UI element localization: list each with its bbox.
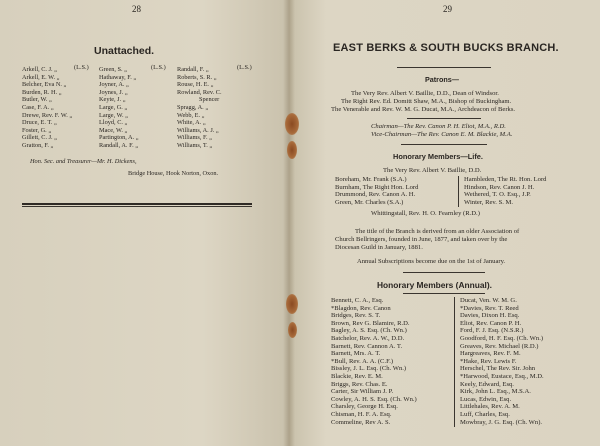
chairman-line: Chairman—The Rev. Canon P. H. Eliot, M.A., R.D. xyxy=(371,123,506,130)
list-item: Williams, F. „ xyxy=(177,134,212,142)
list-item: Rowland, Rev. C. xyxy=(177,88,222,96)
section-rule xyxy=(401,144,487,145)
list-item: Spencer xyxy=(199,96,220,104)
list-item: Keely, Edward, Esq. xyxy=(460,380,514,388)
annual-column-divider xyxy=(454,297,455,427)
list-item: Luff, Charles, Esq. xyxy=(460,410,510,418)
list-item: Green, S. „ xyxy=(99,66,127,73)
list-item: Kirk, John L. Esq., M.S.A. xyxy=(460,388,531,396)
right-page xyxy=(289,0,600,446)
left-page-number: 28 xyxy=(132,4,141,14)
list-item: Case, F. A. „ xyxy=(22,103,54,111)
list-item: Greaves, Rev. Michael (R.D.) xyxy=(460,342,539,350)
rust-stain xyxy=(285,113,299,135)
list-item: Druce, E. T. „ xyxy=(22,119,57,127)
life-column-divider xyxy=(458,176,459,207)
list-item: Hindson, Rev. Canon J. H. xyxy=(464,183,535,191)
list-item: Boreham, Mr. Frank (S.A.) xyxy=(335,176,407,183)
left-page xyxy=(0,0,289,446)
list-item: Gillett, C. J. „ xyxy=(22,134,57,142)
life-members-heading: Honorary Members—Life. xyxy=(393,152,483,161)
list-item: Belcher, Eva N. „ xyxy=(22,81,67,89)
list-item: Briggs, Rev. Chas. E. xyxy=(331,380,388,388)
list-item: Spragg, A. „ xyxy=(177,103,209,111)
list-item: Webb, E. „ xyxy=(177,111,205,119)
patrons-heading: Patrons— xyxy=(425,75,459,84)
annual-members-left-column xyxy=(331,297,459,426)
list-item: Brown, Rev G. Blamire, R.D. xyxy=(331,319,410,327)
right-page-number: 29 xyxy=(443,4,452,14)
list-item: Wethered, T. O. Esq., J.P. xyxy=(464,191,531,199)
list-item: Butler, W. „ xyxy=(22,96,52,104)
list-item: Bagley, A. S. Esq. (Ch. Wn.) xyxy=(331,327,407,335)
list-item: Gratton, F. „ xyxy=(22,141,54,149)
life-members-left-column xyxy=(335,176,455,206)
list-item: Mace, W. „ xyxy=(99,126,128,134)
list-item: Randall, A. F. „ xyxy=(99,141,139,149)
list-item: Littlehales, Rev. A. M. xyxy=(460,403,520,411)
divider-rule-thin xyxy=(22,206,252,207)
vice-chairman-line: Vice-Chairman—The Rev. Canon E. M. Blackie, M.A. xyxy=(371,131,513,138)
list-item: Bissley, J. L. Esq. (Ch. Wn.) xyxy=(331,365,407,373)
section-rule xyxy=(403,272,485,273)
list-item: *Bull, Rev. A. A. (C.F.) xyxy=(331,357,394,365)
list-item: Lloyd, C. „ xyxy=(99,119,128,127)
life-members-right-column xyxy=(464,176,589,206)
names-column-1 xyxy=(22,65,104,150)
list-item: Foster, G. „ xyxy=(22,126,52,134)
list-item: *Hake, Rev. Lewis F. xyxy=(460,357,517,365)
branch-note-line: Diocesan Guild in January, 1881. xyxy=(335,244,423,251)
life-member-first: The Very Rev. Albert V. Baillie, D.D. xyxy=(383,167,482,174)
list-item: Hambleden, The Rt. Hon. Lord xyxy=(464,176,547,183)
list-item: Green, Mr. Charles (S.A.) xyxy=(335,198,404,206)
patron-line: The Venerable and Rev. W. M. G. Ducat, M.A., Archdeacon of Berks. xyxy=(331,106,516,113)
list-item: Mowbray, J. G. Esq. (Ch. Wn). xyxy=(460,418,543,426)
list-item: Eliot, Rev. Canon P. H. xyxy=(460,319,522,327)
list-item: Large, W. „ xyxy=(99,111,128,119)
list-item: Randall, F. „ xyxy=(177,66,209,73)
patron-line: The Right Rev. Ed. Domitt Shaw, M.A., Bishop of Buckingham. xyxy=(341,98,512,105)
list-item: Barnett, Mrs. A. T. xyxy=(331,350,381,358)
list-item: Cowley, A. H. S. Esq. (Ch. Wn.) xyxy=(331,395,417,403)
list-item: Lucas, Edwin, Esq. xyxy=(460,395,512,403)
list-item: Joynes, J. „ xyxy=(99,88,128,96)
annual-members-heading: Honorary Members (Annual). xyxy=(377,280,492,290)
list-item: Chisman, H. F. A. Esq. xyxy=(331,410,392,418)
names-column-3 xyxy=(177,65,265,150)
list-item: Burnham, The Right Hon. Lord xyxy=(335,183,419,191)
life-member-last: Whittingstall, Rev. H. O. Fearnley (R.D.) xyxy=(371,210,480,217)
secretary-address: Bridge House, Hook Norton, Oxon. xyxy=(128,170,219,177)
list-item: Bennett, C. A., Esq. xyxy=(331,297,384,304)
annual-members-right-column xyxy=(460,297,594,426)
subscriptions-note: Annual Subscriptions become due on the 1st of January. xyxy=(357,258,506,265)
patron-line: The Very Rev. Albert V. Baillie, D.D., Dean of Windsor. xyxy=(351,90,499,97)
secretary-line: Hon. Sec. and Treasurer—Mr. H. Dickens, xyxy=(30,158,137,165)
list-item: Drewe, Rev. F. W. „ xyxy=(22,111,73,119)
list-item: Burden, R. H. „ xyxy=(22,88,62,96)
list-item: *Blagdon, Rev. Canon xyxy=(331,304,391,312)
column-1-header: (L.S.) xyxy=(74,64,89,71)
divider-rule xyxy=(22,203,252,205)
list-item: Large, G. „ xyxy=(99,103,128,111)
column-2-header: (L.S.) xyxy=(151,64,166,71)
list-item: Drummond, Rev. Canon A. H. xyxy=(335,191,416,199)
rust-stain xyxy=(288,322,297,338)
list-item: Charsley, George H. Esq. xyxy=(331,403,398,411)
section-rule xyxy=(403,293,485,294)
list-item: Batchelor, Rev. A. W., D.D. xyxy=(331,334,405,342)
list-item: Bridges, Rev. S. T. xyxy=(331,312,381,320)
section-rule xyxy=(407,118,481,119)
names-column-2 xyxy=(99,65,179,150)
list-item: Commeline, Rev A. S. xyxy=(331,418,391,426)
list-item: Rouse, H. E. „ xyxy=(177,81,214,89)
list-item: Blackie, Rev. E. M. xyxy=(331,372,383,380)
list-item: Hargreaves, Rev. F. M. xyxy=(460,350,521,358)
list-item: Joyner, A. „ xyxy=(99,81,129,89)
list-item: Herschel, The Rev. Sir. John xyxy=(460,365,536,373)
book-gutter xyxy=(283,0,295,446)
list-item: Winter, Rev. S. M. xyxy=(464,198,514,206)
list-item: White, A. „ xyxy=(177,119,206,127)
list-item: Partington, A. „ xyxy=(99,134,139,142)
list-item: Williams, T. „ xyxy=(177,141,213,149)
list-item: Keyte, J. „ xyxy=(99,96,126,104)
title-rule xyxy=(397,67,491,68)
list-item: Roberts, S. R. „ xyxy=(177,73,217,81)
rust-stain xyxy=(286,294,298,314)
list-item: *Harwood, Eustace, Esq., M.D. xyxy=(460,372,544,380)
list-item: Arkell, C. J. „ xyxy=(22,66,57,73)
list-item: Barnett, Rev. Cannon A. T. xyxy=(331,342,403,350)
list-item: Goodford, H. F. Esq. (Ch. Wn.) xyxy=(460,334,544,342)
branch-title: EAST BERKS & SOUTH BUCKS BRANCH. xyxy=(333,42,559,54)
rust-stain xyxy=(287,141,297,159)
branch-note-line: Church Bellringers, founded in June, 1877, and taken over by the xyxy=(335,236,508,243)
list-item: Williams, A. J. „ xyxy=(177,126,219,134)
list-item: Davies, Dixon H. Esq. xyxy=(460,312,520,320)
branch-note-line: The title of the Branch is derived from an older Association of xyxy=(355,228,520,235)
list-item: Ford, F. J. Esq. (N.S.R.) xyxy=(460,327,524,335)
list-item: *Davies, Rev. T. Reed xyxy=(460,304,519,312)
list-item: Hathaway, F. „ xyxy=(99,73,137,81)
column-3-header: (L.S.) xyxy=(237,64,252,71)
list-item: Ducat, Ven. W. M. G. xyxy=(460,297,517,304)
list-item: Carter, Sir William J. P. xyxy=(331,388,394,396)
left-page-title: Unattached. xyxy=(94,45,155,57)
list-item: Arkell, E. W. „ xyxy=(22,73,60,81)
